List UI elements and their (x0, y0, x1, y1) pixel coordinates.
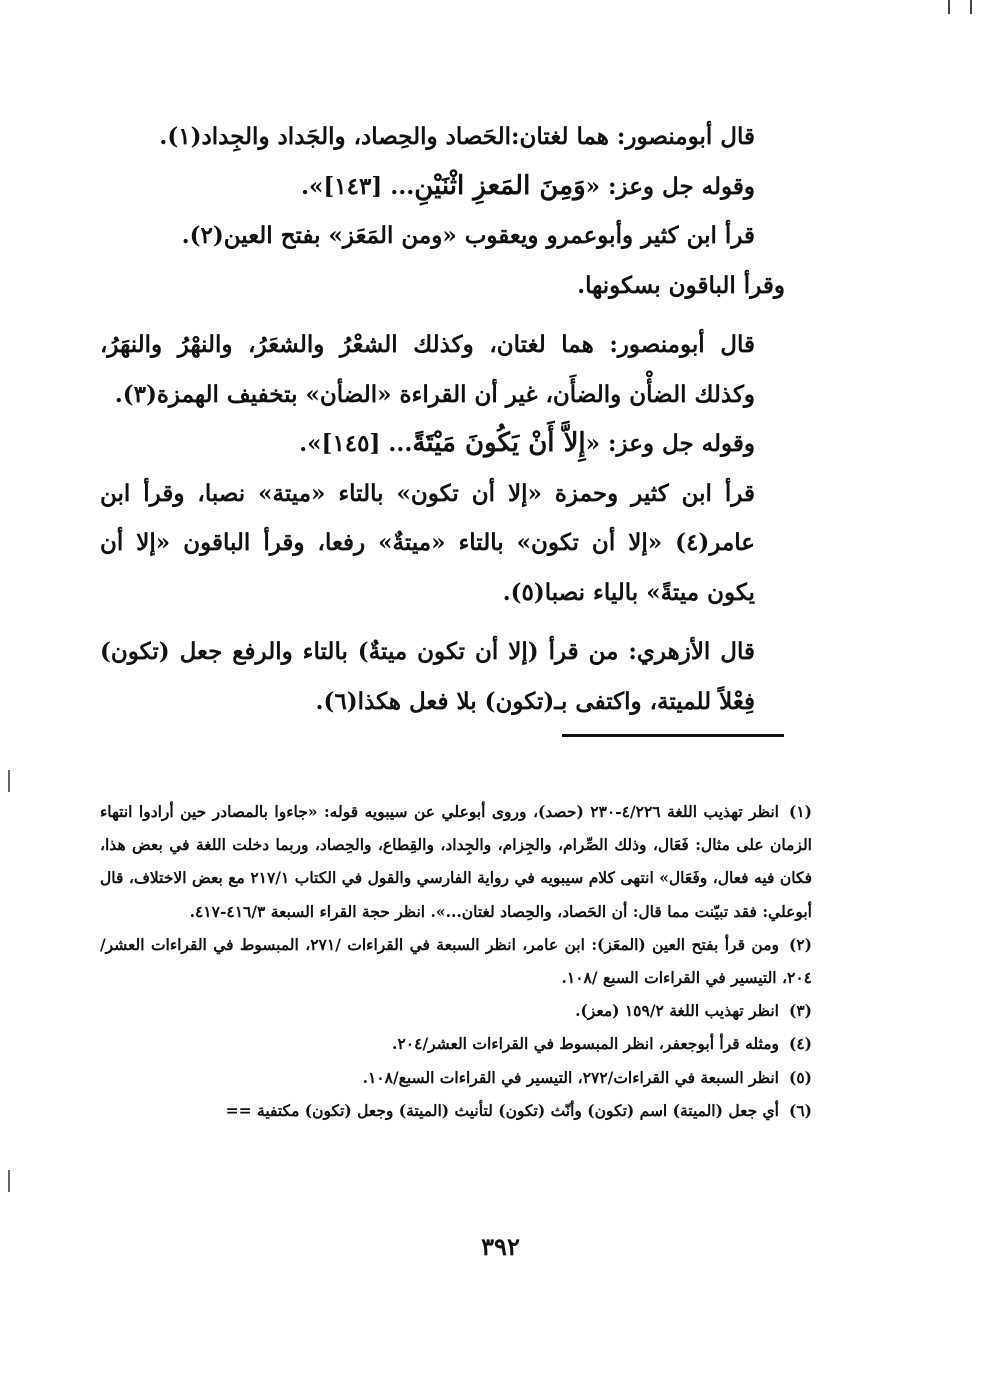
footnote-number: (٢) (788, 934, 812, 954)
footnote (100, 1027, 812, 1060)
footnote-text: أي جعل (الميتة) اسم (تكون) وأنّث (تكون) لتأنيث (الميتة) وجعل (تكون) مكتفية == (225, 1100, 779, 1120)
scan-mark (970, 0, 972, 14)
paragraph: قال أبومنصور: هما لغتان، وكذلك الشعْرُ والشعَرُ، والنهْرُ والنهَرُ، وكذلك الضأْن والضأَن، غير أن القراءة «الضأن» بتخفيف الهمزة(٣). (100, 331, 755, 408)
citation-intro: وقوله جل وعز: « (585, 172, 755, 200)
paragraph: قال الأزهري: من قرأ (إلا أن تكون ميتةٌ) بالتاء والرفع جعل (تكون) فِعْلاً للميتة، واكتفى بـ(تكون) بلا فعل هكذا(٦). (100, 638, 755, 715)
scan-mark (948, 0, 950, 14)
footnote (100, 928, 812, 994)
footnote-text: انظر تهذيب اللغة ١٥٩/٢ (معز). (575, 1001, 779, 1021)
paragraph: وقرأ الباقون بسكونها. (577, 271, 785, 299)
main-text (100, 112, 785, 726)
citation-intro: وقوله جل وعز: « (585, 430, 755, 457)
footnote-text: انظر السبعة في القراءات/٢٧٢، التيسير في القراءات السبع/١٠٨. (362, 1067, 779, 1087)
footnote (100, 1094, 812, 1127)
paragraph: قرأ ابن كثير وحمزة «إلا أن تكون» بالتاء «ميتة» نصبا، وقرأ ابن عامر(٤) «إلا أن تكون» بالتاء «ميتةٌ» رفعا، وقرأ الباقون «إلا أن يكون ميتةً» بالياء نصبا(٥). (100, 479, 755, 606)
quran-verse: وَمِنَ المَعزِ اثْنَيْنِ (414, 170, 586, 201)
footnote (100, 795, 812, 928)
verse-reference: ... [١٤٣]». (300, 172, 415, 200)
footnote-number: (٤) (788, 1034, 812, 1054)
footnote (100, 994, 812, 1027)
footnote-text: ومن قرأ بفتح العين (المعَز): ابن عامر، انظر السبعة في القراءات /٢٧١، المبسوط في القراءات العشر/٢٠٤، التيسير في القراءات السبع /١٠٨. (100, 934, 812, 988)
verse-reference: ... [١٤٥]». (299, 430, 413, 457)
scan-mark (8, 1170, 10, 1192)
paragraph: قال أبومنصور: هما لغتان:الحَصاد والحِصاد، والجَداد والجِداد(١). (159, 123, 755, 150)
quran-verse: إِلاَّ أَنْ يَكُونَ مَيْتَةً (412, 428, 586, 458)
footnote (100, 1061, 812, 1094)
verse-citation (100, 419, 785, 469)
footnotes (100, 795, 812, 1127)
footnote-number: (١) (788, 802, 812, 821)
footnote-number: (٦) (788, 1100, 812, 1120)
footnote-text: ومثله قرأ أبوجعفر، انظر المبسوط في القراءات العشر/٢٠٤. (392, 1034, 779, 1054)
footnote-number: (٣) (788, 1001, 812, 1021)
page-number: ٣٩٢ (481, 1232, 520, 1261)
footnote-number: (٥) (788, 1067, 812, 1087)
footnote-text: انظر تهذيب اللغة ٤/٢٢٦-٢٣٠ (حصد)، وروى أبوعلي عن سيبويه قوله: «جاءوا بالمصادر حين أرادوا انتهاء الزمان على مثال: فَعَال، وذلك الصِّرام، والجِزام، والجِداد، والقِطاع، والحِصاد، وربما دخلت اللغة في بعض هذا، فكان فيه فعال، وفَعَال» انتهى كلام سيبويه في رواية الفارسي والقول في الكتاب ٢١٧/١ مع بعض الاختلاف، قال أبوعلي: فقد تبيّنت مما قال: أن الحَصاد، والحِصاد لغتان...». انظر حجة القراء السبعة ٤١٦/٣-٤١٧. (100, 802, 812, 921)
scan-mark (8, 770, 10, 792)
verse-citation (100, 162, 785, 212)
footnote-separator (562, 734, 784, 737)
paragraph: قرأ ابن كثير وأبوعمرو ويعقوب «ومن المَعَز» بفتح العين(٢). (181, 222, 755, 249)
